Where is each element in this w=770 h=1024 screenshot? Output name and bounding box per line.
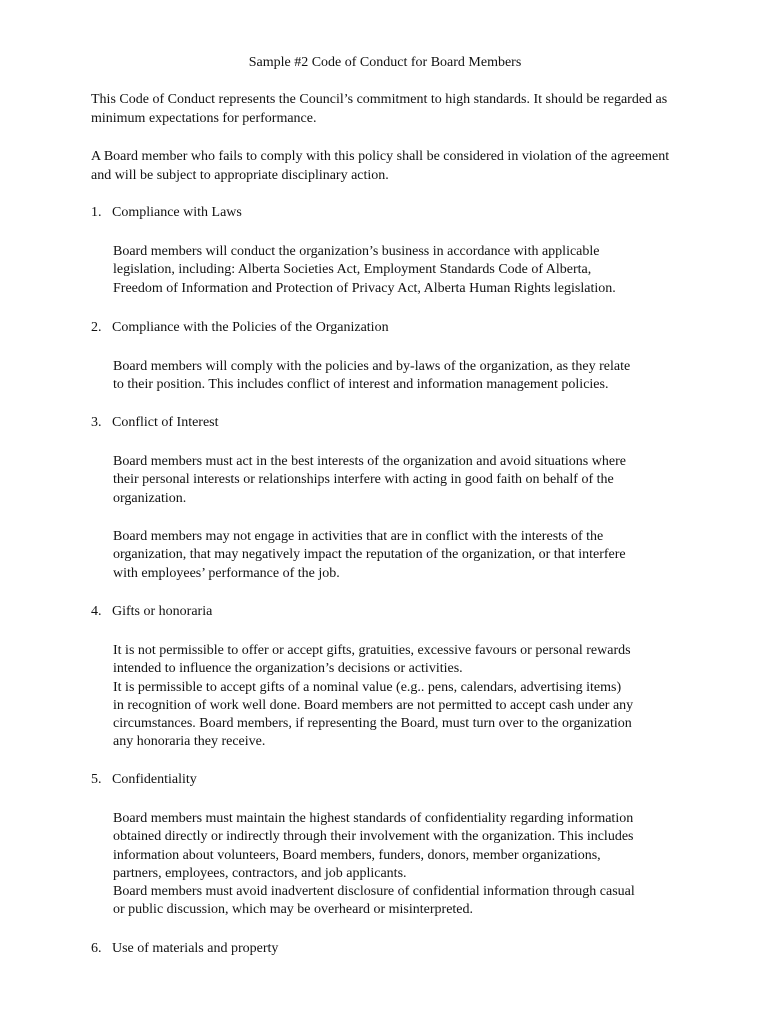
section-heading-1 [91,204,242,222]
text-line: Freedom of Information and Protection of Privacy Act, Alberta Human Rights legislation. [113,280,616,296]
text-line: their personal interests or relationships interfere with acting in good faith on behalf of the [113,472,614,488]
section-1-paragraph-1 [113,243,683,298]
text-line: circumstances. Board members, if representing the Board, must turn over to the organization [113,716,632,732]
page-title: Sample #2 Code of Conduct for Board Members [248,55,522,70]
text-line: any honoraria they receive. [113,734,266,750]
section-heading-5 [91,771,197,789]
text-line: legislation, including: Alberta Societies Act, Employment Standards Code of Alberta, [113,262,592,278]
text-line: organization. [113,490,187,506]
text-line: Board members may not engage in activities that are in conflict with the interests of the [113,529,604,544]
text-line: Board members must maintain the highest standards of confidentiality regarding information [113,811,634,826]
section-heading-2 [91,319,389,337]
section-number: 6. [91,941,102,956]
section-title: Gifts or honoraria [112,604,213,619]
text-line: intended to influence the organization’s decisions or activities. [113,661,463,677]
text-line: information about volunteers, Board members, funders, donors, member organizations, [113,847,601,863]
section-title: Compliance with the Policies of the Organization [112,320,389,335]
text-line: organization, that may negatively impact the reputation of the organization, or that interfere [113,547,626,563]
text-line: obtained directly or indirectly through their involvement with the organization. This includes [113,829,634,845]
section-heading-4 [91,603,212,621]
section-2-paragraph-1 [113,358,683,395]
section-number: 3. [91,415,102,430]
text-line: to their position. This includes conflict of interest and information management policies. [113,377,609,393]
section-number: 2. [91,320,102,335]
intro-paragraph-2: A Board member who fails to comply with this policy shall be considered in violation of the agreement and will be subject to appropriate disciplinary action. [91,149,670,183]
section-number: 5. [91,772,102,787]
section-3-paragraph-1 [113,453,683,508]
text-line: partners, employees, contractors, and job applicants. [113,865,407,881]
section-number: 1. [91,205,102,220]
section-title: Compliance with Laws [112,205,242,220]
text-line: or public discussion, which may be overheard or misinterpreted. [113,902,474,918]
section-number: 4. [91,604,102,619]
text-line: It is not permissible to offer or accept gifts, gratuities, excessive favours or personal rewards [113,643,631,658]
section-title: Conflict of Interest [112,415,219,430]
text-line: Board members must act in the best interests of the organization and avoid situations where [113,454,626,469]
text-line: Board members will conduct the organization’s business in accordance with applicable [113,244,600,259]
section-title: Confidentiality [112,772,197,787]
text-line: Board members will comply with the policies and by-laws of the organization, as they relate [113,359,631,374]
section-heading-6 [91,940,278,958]
section-4-paragraph-1 [113,642,683,752]
intro-paragraph-1: This Code of Conduct represents the Council’s commitment to high standards. It should be regarded as minimum expectations for performance. [91,92,668,126]
text-line: in recognition of work well done. Board members are not permitted to accept cash under any [113,697,634,713]
text-line: with employees’ performance of the job. [113,565,340,581]
section-title: Use of materials and property [112,941,279,956]
section-heading-3 [91,414,219,432]
section-5-paragraph-1 [113,810,683,920]
text-line: It is permissible to accept gifts of a nominal value (e.g.. pens, calendars, advertising items) [113,679,622,695]
text-line: Board members must avoid inadvertent disclosure of confidential information through casual [113,884,635,900]
section-3-paragraph-2 [113,528,683,583]
